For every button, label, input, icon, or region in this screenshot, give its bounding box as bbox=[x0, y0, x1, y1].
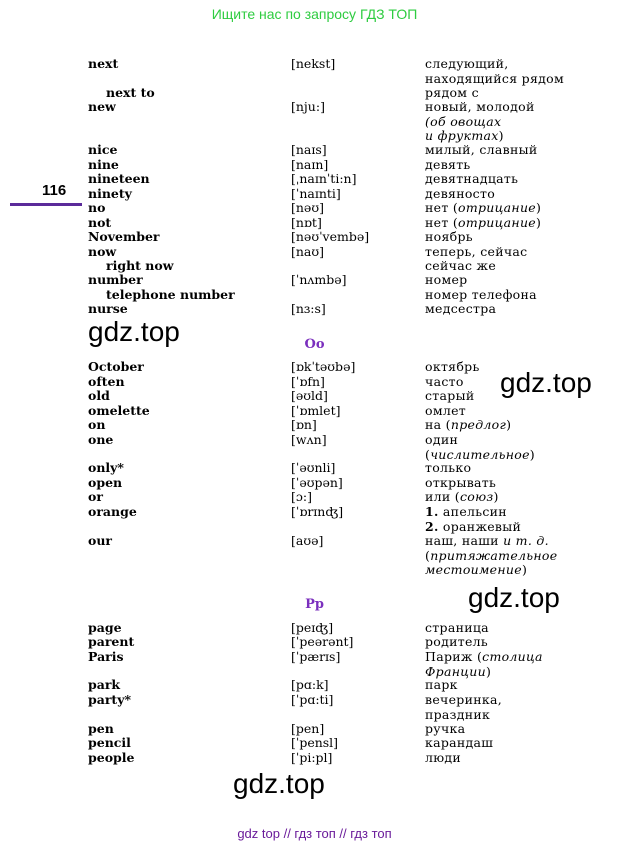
entry-word: next to bbox=[106, 85, 155, 100]
entry-translation bbox=[425, 635, 625, 650]
entry-word: only* bbox=[88, 460, 124, 475]
entry-translation bbox=[425, 650, 625, 679]
entry-word: not bbox=[88, 215, 112, 230]
entry-transcription: [ˈɒfn] bbox=[291, 374, 325, 389]
translation-line: 2. оранжевый bbox=[425, 518, 522, 534]
entry-word: now bbox=[88, 244, 117, 259]
translation-line: страница bbox=[425, 620, 489, 635]
translation-line: теперь, сейчас bbox=[425, 244, 528, 259]
entry-word: on bbox=[88, 417, 106, 432]
translation-line: нет (отрицание) bbox=[425, 215, 542, 230]
translation-line: медсестра bbox=[425, 301, 497, 316]
entry-transcription: [ˈpærɪs] bbox=[291, 649, 341, 664]
entry-translation bbox=[425, 678, 625, 693]
translation-line: вечеринка, bbox=[425, 692, 502, 707]
entry-word: new bbox=[88, 99, 116, 114]
translation-line: номер телефона bbox=[425, 287, 537, 302]
entry-word: number bbox=[88, 272, 143, 287]
translation-line: омлет bbox=[425, 403, 467, 418]
entry-transcription: [pɑ:k] bbox=[291, 677, 329, 692]
entry-word: often bbox=[88, 374, 125, 389]
translation-line: местоимение) bbox=[425, 562, 528, 577]
entry-translation bbox=[425, 490, 625, 505]
section-heading-p: Pp bbox=[305, 597, 324, 612]
entry-transcription: [naɪn] bbox=[291, 157, 329, 172]
entry-word: people bbox=[88, 750, 135, 765]
translation-line: праздник bbox=[425, 706, 491, 722]
watermark: gdz.top bbox=[468, 582, 560, 613]
translation-line: октябрь bbox=[425, 359, 480, 374]
translation-line: рядом с bbox=[425, 85, 479, 100]
entry-word: pencil bbox=[88, 735, 131, 750]
translation-line: следующий, bbox=[425, 56, 509, 71]
entry-transcription: [ɒkˈtəʊbə] bbox=[291, 359, 356, 374]
translation-line: новый, молодой bbox=[425, 99, 535, 114]
entry-transcription: [ˈnaɪnti] bbox=[291, 186, 341, 201]
entry-translation bbox=[425, 172, 625, 187]
translation-line: находящийся рядом bbox=[425, 70, 565, 86]
translation-line: парк bbox=[425, 677, 458, 692]
entry-word: telephone number bbox=[106, 287, 235, 302]
top-banner: Ищите нас по запросу ГДЗ ТОП bbox=[211, 6, 418, 22]
translation-line: девять bbox=[425, 157, 471, 172]
entry-word: page bbox=[88, 620, 122, 635]
entry-word: nineteen bbox=[88, 171, 150, 186]
entry-word: parent bbox=[88, 634, 135, 649]
entry-translation bbox=[425, 433, 625, 462]
translation-line: или (союз) bbox=[425, 489, 499, 504]
entry-transcription: [ˈəʊnli] bbox=[291, 460, 336, 475]
translation-line: родитель bbox=[425, 634, 489, 649]
translation-line: ноябрь bbox=[425, 229, 473, 244]
entry-word: park bbox=[88, 677, 121, 692]
entry-translation bbox=[425, 693, 625, 722]
entry-transcription: [nekst] bbox=[291, 56, 336, 71]
entry-transcription: [pen] bbox=[291, 721, 325, 736]
translation-line: 1. апельсин bbox=[425, 504, 507, 519]
entry-transcription: [ˈpensl] bbox=[291, 735, 339, 750]
entry-translation bbox=[425, 461, 625, 476]
entry-translation bbox=[425, 273, 625, 288]
entry-transcription: [ˈɒrɪnʤ] bbox=[291, 504, 344, 519]
entry-transcription: [nɒt] bbox=[291, 215, 322, 230]
translation-line: сейчас же bbox=[425, 258, 497, 273]
entry-transcription: [ˈpɑ:ti] bbox=[291, 692, 334, 707]
translation-line: Франции) bbox=[425, 663, 492, 679]
entry-transcription: [ˈnʌmbə] bbox=[291, 272, 347, 287]
entry-word: omelette bbox=[88, 403, 150, 418]
entry-word: party* bbox=[88, 692, 131, 707]
translation-line: ручка bbox=[425, 721, 466, 736]
translation-line: номер bbox=[425, 272, 468, 287]
translation-line: на (предлог) bbox=[425, 417, 512, 432]
translation-line: милый, славный bbox=[425, 142, 538, 157]
entry-transcription: [ˌnaɪnˈti:n] bbox=[291, 171, 357, 186]
entry-transcription: [nəʊ] bbox=[291, 200, 324, 215]
entry-word: our bbox=[88, 533, 113, 548]
entry-word: ninety bbox=[88, 186, 132, 201]
entry-transcription: [ˈpeərənt] bbox=[291, 634, 354, 649]
entry-translation bbox=[425, 100, 625, 144]
entry-word: next bbox=[88, 56, 119, 71]
entry-translation bbox=[425, 57, 625, 86]
entry-transcription: [naʊ] bbox=[291, 244, 325, 259]
translation-line: открывать bbox=[425, 475, 497, 490]
translation-line: и фруктах) bbox=[425, 128, 504, 143]
section-heading-o: Oo bbox=[304, 337, 325, 352]
entry-translation bbox=[425, 201, 625, 216]
entry-word: pen bbox=[88, 721, 114, 736]
entry-word: nice bbox=[88, 142, 118, 157]
entry-transcription: [ɒn] bbox=[291, 417, 317, 432]
watermark: gdz.top bbox=[88, 316, 180, 347]
entry-word: or bbox=[88, 489, 103, 504]
bottom-banner: gdz top // гдз топ // гдз топ bbox=[237, 826, 392, 841]
entry-translation bbox=[425, 534, 625, 578]
page-number-rule bbox=[10, 203, 82, 206]
entry-transcription: [wʌn] bbox=[291, 432, 327, 447]
translation-line: часто bbox=[425, 374, 464, 389]
translation-line: Париж (столица bbox=[425, 649, 543, 664]
entry-transcription: [nju:] bbox=[291, 99, 325, 114]
entry-translation bbox=[425, 751, 625, 766]
entry-transcription: [əʊld] bbox=[291, 388, 328, 403]
translation-line: один bbox=[425, 432, 459, 447]
entry-transcription: [ˈəʊpən] bbox=[291, 475, 343, 490]
translation-line: люди bbox=[425, 750, 462, 765]
translation-line: карандаш bbox=[425, 735, 494, 750]
entry-word: right now bbox=[106, 258, 174, 273]
entry-word: orange bbox=[88, 504, 137, 519]
entry-translation bbox=[425, 143, 625, 158]
page-number: 116 bbox=[42, 182, 67, 199]
entry-word: October bbox=[88, 359, 144, 374]
translation-line: (числительное) bbox=[425, 446, 535, 462]
entry-transcription: [ˈɒmlet] bbox=[291, 403, 341, 418]
entry-translation bbox=[425, 230, 625, 245]
entry-translation bbox=[425, 736, 625, 751]
entry-translation bbox=[425, 302, 625, 317]
translation-line: (притяжательное bbox=[425, 547, 558, 563]
entry-word: nine bbox=[88, 157, 119, 172]
entry-transcription: [ɔ:] bbox=[291, 489, 312, 504]
entry-word: open bbox=[88, 475, 123, 490]
translation-line: девятнадцать bbox=[425, 171, 519, 186]
translation-line: только bbox=[425, 460, 472, 475]
entry-transcription: [aʊə] bbox=[291, 533, 324, 548]
watermark: gdz.top bbox=[233, 768, 325, 799]
translation-line: девяносто bbox=[425, 186, 496, 201]
entry-transcription: [peɪʤ] bbox=[291, 620, 334, 635]
entry-word: nurse bbox=[88, 301, 128, 316]
entry-translation bbox=[425, 505, 625, 534]
entry-word: no bbox=[88, 200, 106, 215]
entry-word: old bbox=[88, 388, 110, 403]
entry-transcription: [ˈpi:pl] bbox=[291, 750, 333, 765]
entry-transcription: [naɪs] bbox=[291, 142, 327, 157]
translation-line: (об овощах bbox=[425, 113, 502, 129]
translation-line: нет (отрицание) bbox=[425, 200, 542, 215]
entry-word: Paris bbox=[88, 649, 124, 664]
entry-transcription: [nɜ:s] bbox=[291, 301, 326, 316]
entry-transcription: [nəʊˈvembə] bbox=[291, 229, 370, 244]
watermark: gdz.top bbox=[500, 367, 592, 398]
entry-word: November bbox=[88, 229, 160, 244]
translation-line: старый bbox=[425, 388, 475, 403]
translation-line: наш, наши и т. д. bbox=[425, 533, 549, 548]
entry-word: one bbox=[88, 432, 114, 447]
entry-translation bbox=[425, 418, 625, 433]
